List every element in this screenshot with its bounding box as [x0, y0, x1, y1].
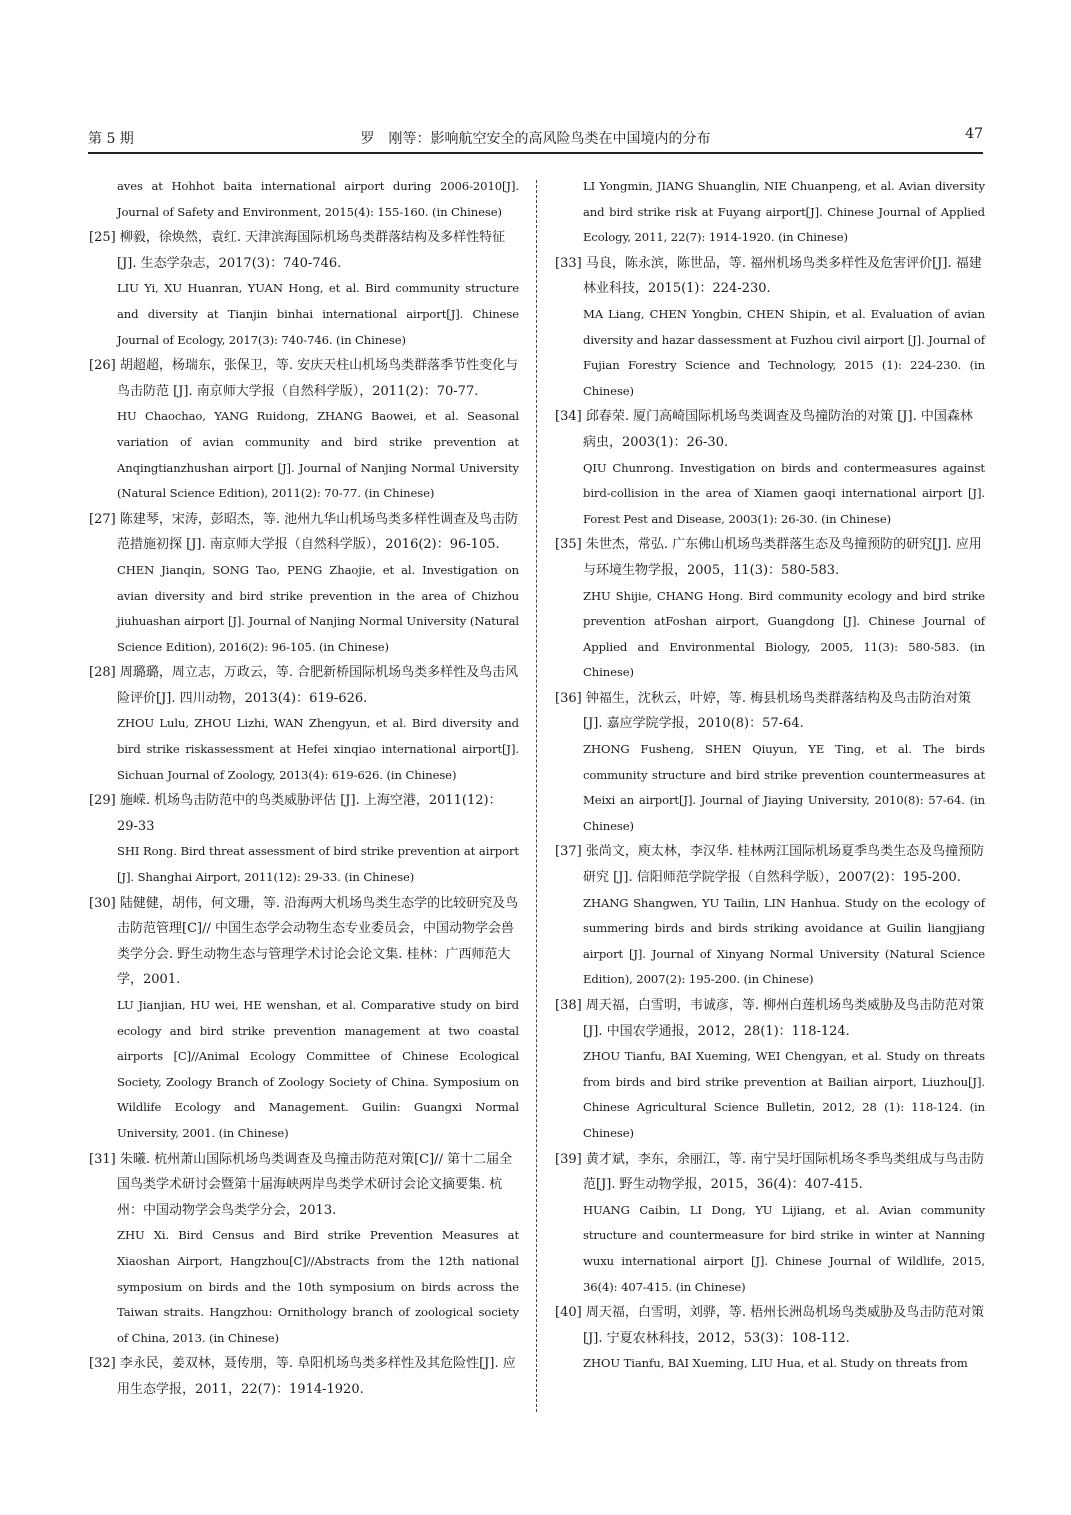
reference-entry — [555, 251, 985, 405]
reference-english-citation: HU Chaochao, YANG Ruidong, ZHANG Baowei, et al. Seasonal variation of avian community and bird strike prevention at Anqingtianzhushan airport [J]. Journal of Nanjing Normal University (Natural Science Edition), 2011(2): 70-77. (in Chinese) — [117, 409, 519, 501]
issue-number: 第 5 期 — [88, 131, 134, 147]
reference-chinese-text: 陈建琴，宋涛，彭昭杰，等. 池州九华山机场鸟类多样性调查及鸟击防范措施初探 [J]. 南京师大学报（自然科学版），2016(2)：96-105. — [117, 511, 519, 553]
reference-english-citation: ZHONG Fusheng, SHEN Qiuyun, YE Ting, et al. The birds community structure and bird strike prevention countermeasures at Meixi an airport[J]. Journal of Jiaying University, 2010(8): 57-64. (in Chinese) — [583, 742, 985, 833]
reference-number: [35] — [555, 537, 582, 553]
reference-chinese-citation — [555, 1147, 985, 1198]
reference-number: [33] — [555, 255, 582, 271]
reference-entry — [89, 174, 519, 225]
reference-number: [36] — [555, 690, 582, 706]
reference-entry — [555, 686, 985, 840]
reference-chinese-text: 马良，陈永滨，陈世品，等. 福州机场鸟类多样性及危害评价[J]. 福建林业科技，2015(1)：224-230. — [583, 255, 982, 297]
left-reference-column — [89, 174, 519, 1403]
reference-number: [26] — [89, 358, 116, 374]
reference-chinese-citation — [89, 891, 519, 993]
reference-chinese-text: 朱曦. 杭州萧山国际机场鸟类调查及鸟撞击防范对策[C]// 第十二届全国鸟类学术研讨会暨第十届海峡两岸鸟类学术研讨会论文摘要集. 杭州：中国动物学会鸟类学分会，2013. — [117, 1151, 513, 1218]
reference-chinese-citation — [89, 225, 519, 276]
reference-english-citation: ZHOU Lulu, ZHOU Lizhi, WAN Zhengyun, et al. Bird diversity and bird strike riskassessment at Hefei xinqiao international airport[J]. Sichuan Journal of Zoology, 2013(4): 619-626. (in Chinese) — [117, 716, 519, 782]
reference-english-citation: LU Jianjian, HU wei, HE wenshan, et al. Comparative study on bird ecology and bird strike prevention management at two coastal airports [C]//Animal Ecology Committee of Chinese Ecological Society, Zoology Branch of Zoology Society of China. Symposium on Wildlife Ecology and Management. Guilin: Guangxi Normal University, 2001. (in Chinese) — [117, 998, 519, 1140]
reference-number: [29] — [89, 793, 116, 809]
reference-english-citation: ZHOU Tianfu, BAI Xueming, WEI Chengyan, et al. Study on threats from birds and bird strike prevention at Bailian airport, Liuzhou[J]. Chinese Agricultural Science Bulletin, 2012, 28 (1): 118-124. (in Chinese) — [583, 1049, 985, 1140]
reference-chinese-citation — [555, 251, 985, 302]
reference-entry — [89, 507, 519, 661]
reference-entry — [555, 839, 985, 993]
reference-entry — [89, 1147, 519, 1352]
reference-chinese-citation — [555, 686, 985, 737]
reference-chinese-citation — [555, 993, 985, 1044]
column-divider — [536, 180, 537, 1412]
reference-number: [27] — [89, 511, 116, 527]
reference-number: [28] — [89, 665, 116, 681]
reference-number: [31] — [89, 1151, 116, 1167]
reference-chinese-text: 周天福，白雪明，刘骅，等. 梧州长洲岛机场鸟类威胁及鸟击防范对策[J]. 宁夏农林科技，2012，53(3)：108-112. — [583, 1305, 985, 1346]
running-title: 罗 刚等：影响航空安全的高风险鸟类在中国境内的分布 — [360, 131, 711, 147]
reference-english-citation: MA Liang, CHEN Yongbin, CHEN Shipin, et al. Evaluation of avian diversity and hazar dassessment at Fuzhou civil airport [J]. Journal of Fujian Forestry Science and Technology, 2015 (1): 224-230. (in Chinese) — [583, 306, 985, 398]
reference-entry — [555, 532, 985, 686]
reference-english-citation: QIU Chunrong. Investigation on birds and contermeasures against bird-collision in the area of Xiamen gaoqi international airport [J]. Forest Pest and Disease, 2003(1): 26-30. (in Chinese) — [583, 460, 985, 526]
page-number: 47 — [965, 126, 983, 142]
reference-number: [37] — [555, 844, 582, 860]
reference-chinese-citation — [555, 532, 985, 583]
reference-chinese-text: 李永民，姜双林，聂传朋，等. 阜阳机场鸟类多样性及其危险性[J]. 应用生态学报，2011，22(7)：1914-1920. — [117, 1356, 516, 1397]
reference-english-citation: ZHOU Tianfu, BAI Xueming, LIU Hua, et al. Study on threats from — [583, 1356, 968, 1371]
reference-chinese-text: 陆健健，胡伟，何文珊，等. 沿海两大机场鸟类生态学的比较研究及鸟击防范管理[C]// 中国生态学会动物生态专业委员会，中国动物学会兽类学分会. 野生动物生态与管理学术讨论会论文集. 桂林：广西师范大学，2001. — [117, 895, 519, 988]
reference-chinese-citation — [89, 1147, 519, 1224]
reference-number: [38] — [555, 998, 582, 1013]
reference-chinese-citation — [555, 404, 985, 455]
reference-chinese-text: 施嵘. 机场鸟击防范中的鸟类威胁评估 [J]. 上海空港，2011(12)：29-33 — [117, 793, 502, 834]
reference-chinese-citation — [89, 507, 519, 558]
reference-entry — [555, 404, 985, 532]
reference-chinese-citation — [89, 788, 519, 839]
reference-number: [39] — [555, 1151, 582, 1167]
reference-chinese-citation — [555, 1300, 985, 1351]
reference-chinese-citation — [89, 1351, 519, 1402]
reference-chinese-text: 黄才斌，李东，余丽江，等. 南宁吴圩国际机场冬季鸟类组成与鸟击防范[J]. 野生动物学报，2015，36(4)：407-415. — [583, 1151, 985, 1193]
reference-chinese-text: 周天福，白雪明，韦诚彦，等. 柳州白莲机场鸟类威胁及鸟击防范对策[J]. 中国农学通报，2012，28(1)：118-124. — [583, 998, 985, 1039]
reference-entry — [89, 1351, 519, 1402]
reference-entry — [89, 891, 519, 1147]
reference-english-citation: SHI Rong. Bird threat assessment of bird strike prevention at airport [J]. Shanghai Airport, 2011(12): 29-33. (in Chinese) — [117, 844, 519, 885]
reference-entry — [555, 1300, 985, 1377]
reference-number: [34] — [555, 409, 582, 425]
reference-entry — [555, 1147, 985, 1301]
reference-english-citation: aves at Hohhot baita international airport during 2006-2010[J]. Journal of Safety and Environment, 2015(4): 155-160. (in Chinese) — [117, 179, 519, 219]
reference-chinese-text: 朱世杰，常弘. 广东佛山机场鸟类群落生态及鸟撞预防的研究[J]. 应用与环境生物学报，2005，11(3)：580-583. — [583, 537, 982, 578]
reference-chinese-text: 周璐璐，周立志，万政云，等. 合肥新桥国际机场鸟类多样性及鸟击风险评价[J]. 四川动物，2013(4)：619-626. — [117, 665, 519, 706]
reference-chinese-text: 张尚文，庾太林，李汉华. 桂林两江国际机场夏季鸟类生态及鸟撞预防研究 [J]. 信阳师范学院学报（自然科学版），2007(2)：195-200. — [583, 844, 985, 886]
reference-english-citation: HUANG Caibin, LI Dong, YU Lijiang, et al. Avian community structure and countermeasure for bird strike in winter at Nanning wuxu international airport [J]. Chinese Journal of Wildlife, 2015, 36(4): 407-415. (in Chinese) — [583, 1202, 985, 1294]
reference-chinese-text: 胡超超，杨瑞东，张保卫，等. 安庆天柱山机场鸟类群落季节性变化与鸟击防范 [J]. 南京师大学报（自然科学版），2011(2)：70-77. — [117, 358, 519, 399]
reference-chinese-citation — [89, 660, 519, 711]
reference-chinese-text: 钟福生，沈秋云，叶婷，等. 梅县机场鸟类群落结构及鸟击防治对策[J]. 嘉应学院学报，2010(8)：57-64. — [583, 690, 972, 732]
reference-chinese-text: 邱春荣. 厦门高崎国际机场鸟类调查及鸟撞防治的对策 [J]. 中国森林病虫，2003(1)：26-30. — [583, 409, 973, 450]
reference-entry — [89, 225, 519, 353]
running-header — [88, 122, 983, 154]
reference-number: [25] — [89, 230, 116, 246]
reference-english-citation: ZHANG Shangwen, YU Tailin, LIN Hanhua. Study on the ecology of summering birds and birds striking avoidance at Guilin liangjiang airport [J]. Journal of Xinyang Normal University (Natural Science Edition), 2007(2): 195-200. (in Chinese) — [583, 895, 985, 987]
reference-chinese-text: 柳毅，徐焕然，袁红. 天津滨海国际机场鸟类群落结构及多样性特征[J]. 生态学杂志，2017(3)：740-746. — [117, 230, 506, 271]
right-reference-column — [555, 174, 985, 1377]
reference-english-citation: ZHU Shijie, CHANG Hong. Bird community ecology and bird strike prevention atFoshan airport, Guangdong [J]. Chinese Journal of Applied and Environmental Biology, 2005, 11(3): 580-583. (in Chinese) — [583, 588, 985, 680]
reference-chinese-citation — [89, 353, 519, 404]
reference-entry — [89, 788, 519, 890]
reference-english-citation: LIU Yi, XU Huanran, YUAN Hong, et al. Bird community structure and diversity at Tianjin binhai international airport[J]. Chinese Journal of Ecology, 2017(3): 740-746. (in Chinese) — [117, 281, 519, 347]
reference-entry — [555, 174, 985, 251]
reference-entry — [555, 993, 985, 1147]
reference-chinese-citation — [555, 839, 985, 890]
reference-entry — [89, 660, 519, 788]
reference-number: [40] — [555, 1305, 582, 1321]
reference-entry — [89, 353, 519, 507]
reference-number: [30] — [89, 895, 116, 911]
reference-english-citation: ZHU Xi. Bird Census and Bird strike Prevention Measures at Xiaoshan Airport, Hangzhou[C]//Abstracts from the 12th national symposium on birds and the 10th symposium on birds across the Taiwan straits. Hangzhou: Ornithology branch of zoological society of China, 2013. (in Chinese) — [117, 1228, 519, 1345]
reference-english-citation: CHEN Jianqin, SONG Tao, PENG Zhaojie, et al. Investigation on avian diversity and bird strike prevention in the area of Chizhou jiuhuashan airport [J]. Journal of Nanjing Normal University (Natural Science Edition), 2016(2): 96-105. (in Chinese) — [117, 562, 519, 654]
reference-number: [32] — [89, 1356, 116, 1372]
reference-english-citation: LI Yongmin, JIANG Shuanglin, NIE Chuanpeng, et al. Avian diversity and bird strike risk at Fuyang airport[J]. Chinese Journal of Applied Ecology, 2011, 22(7): 1914-1920. (in Chinese) — [583, 179, 985, 245]
